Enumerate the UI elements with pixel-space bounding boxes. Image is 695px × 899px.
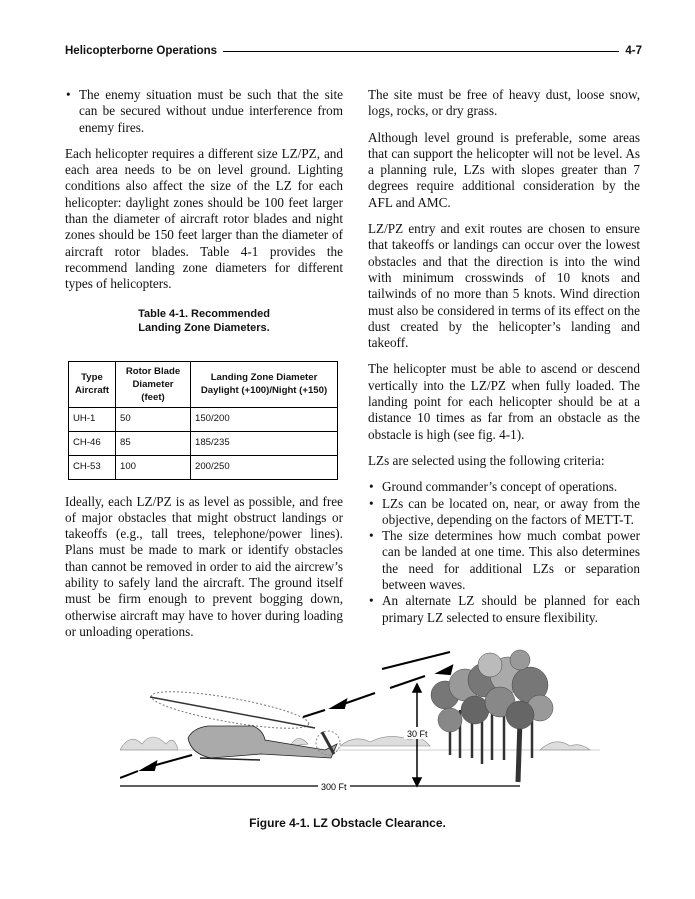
column-header: Landing Zone Diameter Daylight (+100)/Night (+150): [191, 361, 338, 407]
right-column: [368, 87, 640, 636]
left-column: [65, 87, 343, 650]
page-number: 4-7: [625, 45, 642, 57]
table-caption: [65, 307, 343, 335]
distance-label: 300 Ft: [321, 782, 347, 792]
table-caption-line: Landing Zone Diameters.: [138, 321, 270, 334]
table-caption-line: Table 4-1. Recommended: [138, 307, 270, 320]
table-row: [69, 455, 338, 479]
list-item: • LZs can be located on, near, or away from the objective, depending on the factors of METT-T.: [368, 496, 640, 529]
column-header: Rotor Blade Diameter (feet): [116, 361, 191, 407]
paragraph: LZs are selected using the following criteria:: [368, 452, 605, 468]
column-header: Type Aircraft: [69, 361, 116, 407]
cell: 185/235: [191, 431, 338, 455]
cell: CH-46: [69, 431, 116, 455]
figure-caption: Figure 4-1. LZ Obstacle Clearance.: [249, 816, 446, 830]
running-header: [65, 43, 642, 59]
paragraph: The helicopter must be able to ascend or descend vertically into the LZ/PZ when fully loaded. The landing point for each helicopter should be at a distance 10 times as far from an obstacle as the obstacle is high (see fig. 4-1).: [368, 361, 640, 442]
list-item: • An alternate LZ should be planned for each primary LZ selected to ensure flexibility.: [368, 593, 640, 626]
header-rule: [223, 51, 619, 52]
paragraph: LZ/PZ entry and exit routes are chosen to ensure that takeoffs or landings can occur over the lowest obstacles and that the direction is into the wind with minimum crosswinds of 10 knots and tailwinds of no more than 5 knots. Wind direction must also be considered in terms of its effect on the dust created by the helicopter’s landing and takeoff.: [368, 221, 640, 351]
cell: UH-1: [69, 407, 116, 431]
cell: CH-53: [69, 455, 116, 479]
paragraph: Ideally, each LZ/PZ is as level as possible, and free of major obstacles that might obstruct landings or takeoffs (e.g., tall trees, telephone/power lines). Plans must be made to mark or identify obstacles than cannot be removed in order to aid the aircrew’s ability to safely land the aircraft. The ground itself must be firm enough to prevent bogging down, otherwise aircraft may have to hover during loading or unloading operations.: [65, 493, 343, 639]
cell: 100: [116, 455, 191, 479]
cell: 50: [116, 407, 191, 431]
lz-obstacle-figure: [120, 640, 600, 805]
approach-arrows: [120, 652, 452, 778]
paragraph: Each helicopter requires a different size LZ/PZ, and each area needs to be on level ground. Lighting conditions also affect the size of the LZ for each helicopter: daylight zones should be 100 feet larger than the diameter of aircraft rotor blades and night zones should be 150 feet larger than the diameter of aircraft rotor blades. Table 4-1 provides the recommend landing zone diameters for different types of helicopters.: [65, 145, 343, 292]
header-title: Helicopterborne Operations: [65, 45, 218, 57]
cell: 150/200: [191, 407, 338, 431]
cell: 200/250: [191, 455, 338, 479]
paragraph: Although level ground is preferable, some areas that can support the helicopter will not be level. As a planning rule, LZs with slopes greater than 7 degrees require additional consideration by the AFL and AMC.: [368, 129, 640, 210]
table-row: [69, 407, 338, 431]
list-item: • The enemy situation must be such that the site can be secured without undue interference from enemy fires.: [65, 87, 343, 136]
list-item: • Ground commander’s concept of operations.: [368, 479, 640, 495]
table-header-row: [69, 361, 338, 407]
list-item: • The size determines how much combat power can be landed at one time. This also determines the need for additional LZs or separation between waves.: [368, 528, 640, 593]
height-label: 30 Ft: [407, 729, 428, 739]
paragraph: The site must be free of heavy dust, loose snow, logs, rocks, or dry grass.: [368, 87, 640, 119]
lz-diameter-table: [68, 361, 338, 480]
table-row: [69, 431, 338, 455]
cell: 85: [116, 431, 191, 455]
